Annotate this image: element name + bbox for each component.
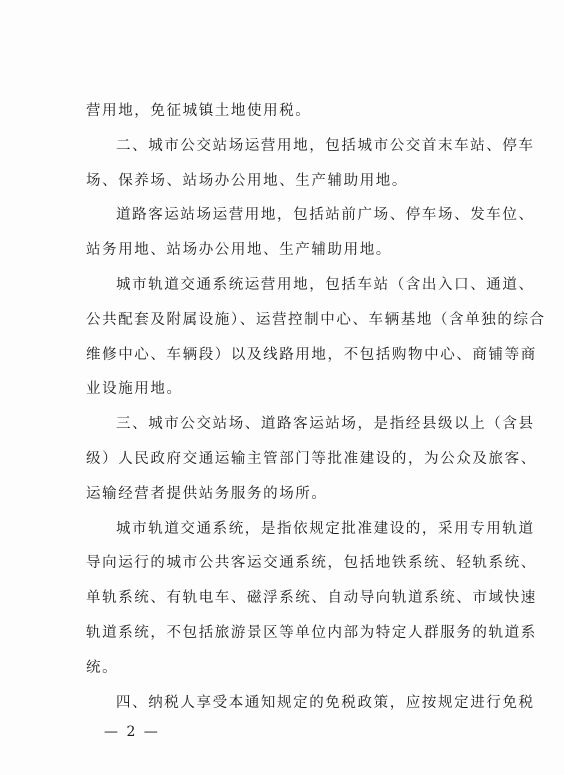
text-line-2: 二、城市公交站场运营用地，包括城市公交首末车站、停车 [116,137,535,154]
text-line-5: 站务用地、站场办公用地、生产辅助用地。 [86,242,392,259]
text-line-12: 运输经营者提供站务服务的场所。 [86,485,328,502]
text-line-3: 场、保养场、站场办公用地、生产辅助用地。 [86,172,408,189]
text-line-18: 四、纳税人享受本通知规定的免税政策，应按规定进行免税 [116,694,535,711]
text-line-4: 道路客运站场运营用地，包括站前广场、停车场、发车位、 [116,207,535,224]
text-line-7: 公共配套及附属设施）、运营控制中心、车辆基地（含单独的综合 [86,311,546,328]
text-line-15: 单轨系统、有轨电车、磁浮系统、自动导向轨道系统、市域快速 [86,590,537,607]
text-line-14: 导向运行的城市公共客运交通系统，包括地铁系统、轻轨系统、 [86,555,537,572]
text-line-17: 统。 [86,659,119,676]
text-line-9: 业设施用地。 [86,381,183,398]
text-line-11: 级）人民政府交通运输主管部门等批准建设的，为公众及旅客、 [86,450,537,467]
text-line-6: 城市轨道交通系统运营用地，包括车站（含出入口、通道、 [116,276,535,293]
text-line-10: 三、城市公交站场、道路客运站场，是指经县级以上（含县 [116,416,535,433]
text-line-8: 维修中心、车辆段）以及线路用地，不包括购物中心、商铺等商 [86,346,537,363]
text-line-13: 城市轨道交通系统，是指依规定批准建设的，采用专用轨道 [116,520,535,537]
page-number: — 2 — [104,724,160,740]
document-body [86,94,546,720]
text-line-16: 轨道系统，不包括旅游景区等单位内部为特定人群服务的轨道系 [86,624,537,641]
text-line-1: 营用地，免征城镇土地使用税。 [86,103,312,119]
